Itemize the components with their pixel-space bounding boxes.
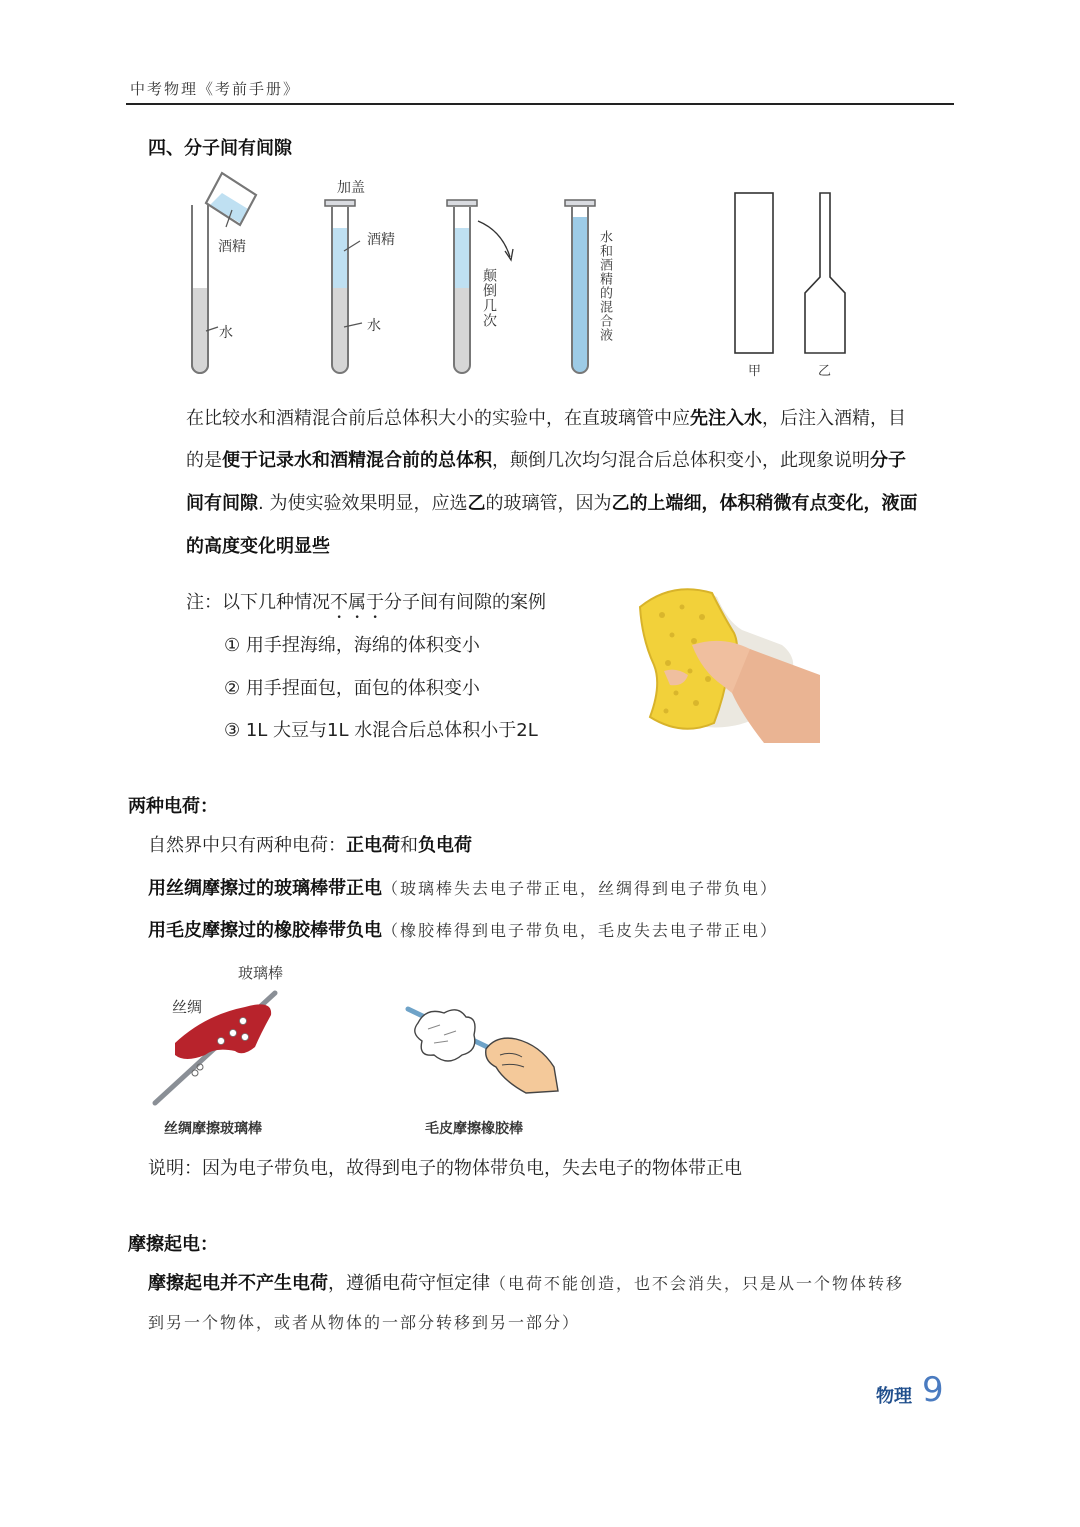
label-silk: 丝绸 <box>172 998 203 1016</box>
label-water-1: 水 <box>219 325 233 341</box>
label-alcohol-1: 酒精 <box>218 239 246 255</box>
section-heading-two-charges: 两种电荷： <box>128 796 218 817</box>
friction-line-2: 到另一个物体，或者从物体的一部分转移到另一部分） <box>148 1313 581 1332</box>
footer-subject-label: 物理 <box>876 1386 912 1407</box>
para-line-1: 在比较水和酒精混合前后总体积大小的实验中，在直玻璃管中应先注入水，后注入酒精，目 <box>186 408 906 429</box>
header-divider <box>126 103 954 105</box>
label-add-cap: 加盖 <box>337 180 365 196</box>
note-item-2: ② 用手捏面包，面包的体积变小 <box>224 678 480 699</box>
label-alcohol-2: 酒精 <box>367 232 395 248</box>
tube-mixture <box>565 200 595 373</box>
para-line-4: 的高度变化明显些 <box>186 536 330 557</box>
section-heading-friction: 摩擦起电： <box>128 1234 218 1255</box>
label-mixture: 水和酒精的混合液 <box>597 230 612 342</box>
tube-pouring-alcohol <box>192 173 256 373</box>
para-line-2: 的是便于记录水和酒精混合前的总体积，颠倒几次均匀混合后总体积变小，此现象说明分子 <box>186 450 906 471</box>
page-header-title: 中考物理《考前手册》 <box>130 80 301 98</box>
label-invert-several: 颠倒几次 <box>481 268 497 328</box>
note-item-1: ① 用手捏海绵，海绵的体积变小 <box>224 635 480 656</box>
test-tube-figure <box>170 165 870 385</box>
page-number: 9 <box>922 1370 944 1410</box>
tube-yi <box>805 193 845 353</box>
charges-line-3: 用毛皮摩擦过的橡胶棒带负电（橡胶棒得到电子带负电，毛皮失去电子带正电） <box>148 920 779 941</box>
note-line: 注：以下几种情况不属于分子间有间隙的案例 <box>186 592 546 613</box>
label-yi: 乙 <box>818 364 832 379</box>
caption-silk-glass: 丝绸摩擦玻璃棒 <box>164 1121 262 1137</box>
charges-line-1: 自然界中只有两种电荷：正电荷和负电荷 <box>148 835 472 856</box>
fur-rubbing-rubber-figure <box>400 995 565 1100</box>
charges-explain: 说明：因为电子带负电，故得到电子的物体带负电，失去电子的物体带正电 <box>148 1158 742 1179</box>
note-item-3: ③ 1L 大豆与1L 水混合后总体积小于2L <box>224 720 538 741</box>
friction-line-1: 摩擦起电并不产生电荷，遵循电荷守恒定律（电荷不能创造，也不会消失，只是从一个物体转移 <box>148 1273 905 1294</box>
section-heading-gaps: 四、分子间有间隙 <box>148 138 292 159</box>
sponge-squeeze-image <box>632 575 822 745</box>
note-not-belong: 不属于 <box>330 592 384 613</box>
label-jia: 甲 <box>748 364 762 379</box>
para-line-3: 间有间隙. 为使实验效果明显，应选乙的玻璃管，因为乙的上端细，体积稍微有点变化，液面 <box>186 493 918 514</box>
label-glass-rod: 玻璃棒 <box>238 964 284 982</box>
silk-rubbing-glass-figure <box>145 985 295 1110</box>
tube-capped <box>325 200 362 373</box>
caption-fur-rubber: 毛皮摩擦橡胶棒 <box>425 1121 523 1137</box>
label-water-2: 水 <box>367 318 381 334</box>
tube-jia <box>735 193 773 353</box>
charges-line-2: 用丝绸摩擦过的玻璃棒带正电（玻璃棒失去电子带正电，丝绸得到电子带负电） <box>148 878 779 899</box>
